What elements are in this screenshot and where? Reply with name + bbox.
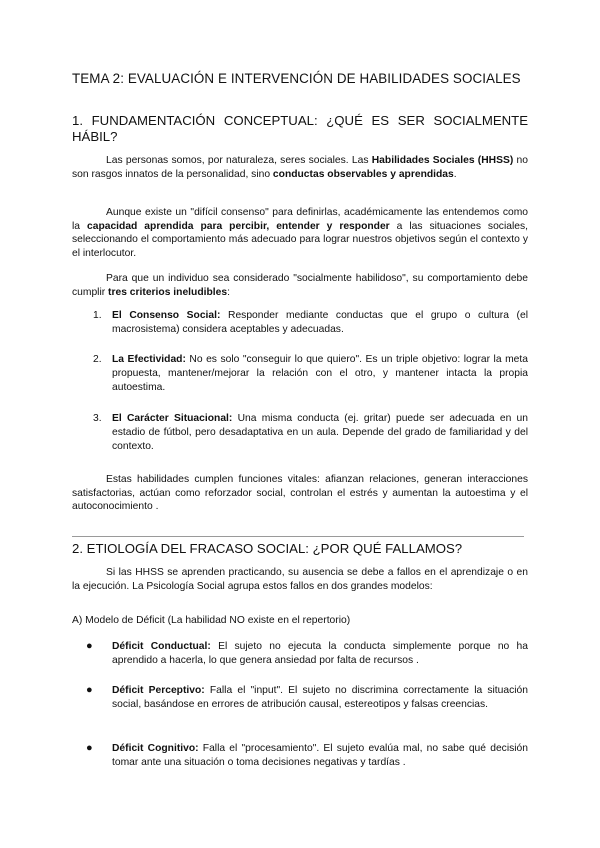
list-item-text: El Carácter Situacional: Una misma conducta (ej. gritar) puede ser adecuada en un estadio de fútbol, pero desadaptativa en un aula. Depende del grado de familiaridad y del contexto. (112, 413, 528, 452)
bullet-icon: ● (86, 640, 93, 652)
section2-paragraph-1: Si las HHSS se aprenden practicando, su ausencia se debe a fallos en el aprendizaje o en la ejecución. La Psicología Social agrupa estos fallos en dos grandes modelos: (72, 567, 528, 592)
section1-paragraph-1: Las personas somos, por naturaleza, seres sociales. Las Habilidades Sociales (HHSS) no son rasgos innatos de la personalidad, sino conductas observables y aprendidas. (72, 155, 528, 180)
bullet-icon: ● (86, 742, 93, 754)
list-item-text: Déficit Cognitivo: Falla el "procesamiento". El sujeto evalúa mal, no sabe qué decisión tomar ante una situación o toma decisiones negativas y tardías . (112, 743, 528, 768)
bullet-icon: ● (86, 684, 93, 696)
list-number: 2. (93, 354, 102, 365)
list-item-text: El Consenso Social: Responder mediante conductas que el grupo o cultura (el macrosistema) considera aceptables y adecuadas. (112, 310, 528, 335)
list-item-text: Déficit Perceptivo: Falla el "input". El sujeto no discrimina correctamente la situación social, basándose en errores de atribución causal, estereotipos y falsas creencias. (112, 685, 528, 710)
list-number: 1. (93, 310, 102, 321)
section-divider (72, 536, 524, 537)
list-item-text: Déficit Conductual: El sujeto no ejecuta la conducta simplemente porque no ha aprendido a hacerla, lo que genera ansiedad por falta de recursos . (112, 641, 529, 666)
section1-paragraph-2: Aunque existe un "difícil consenso" para definirlas, académicamente las entendemos como la capacidad aprendida para percibir, entender y responder a las situaciones sociales, seleccionando el comportamiento más adecuado para lograr nuestros objetivos según el contexto y el interlocutor. (72, 207, 528, 259)
document-title: TEMA 2: EVALUACIÓN E INTERVENCIÓN DE HABILIDADES SOCIALES (72, 71, 521, 86)
list-item-text: La Efectividad: No es solo "conseguir lo que quiero". Es un triple objetivo: lograr la meta propuesta, mantener/mejorar la relación con el otro, y mantener intacta la propia autoestima. (112, 354, 528, 393)
section1-paragraph-4: Estas habilidades cumplen funciones vitales: afianzan relaciones, generan interacciones satisfactorias, actúan como reforzador social, controlan el estrés y aumentan la autoestima y el autoconocimiento . (72, 474, 528, 513)
list-number: 3. (93, 413, 102, 424)
section2-heading: 2. ETIOLOGÍA DEL FRACASO SOCIAL: ¿POR QUÉ FALLAMOS? (72, 541, 463, 556)
model-a-label: A) Modelo de Déficit (La habilidad NO existe en el repertorio) (72, 615, 351, 626)
section1-heading: 1. FUNDAMENTACIÓN CONCEPTUAL: ¿QUÉ ES SER SOCIALMENTE HÁBIL? (72, 113, 528, 144)
section1-paragraph-3: Para que un individuo sea considerado "socialmente habilidoso", su comportamiento debe cumplir tres criterios ineludibles: (72, 273, 528, 298)
